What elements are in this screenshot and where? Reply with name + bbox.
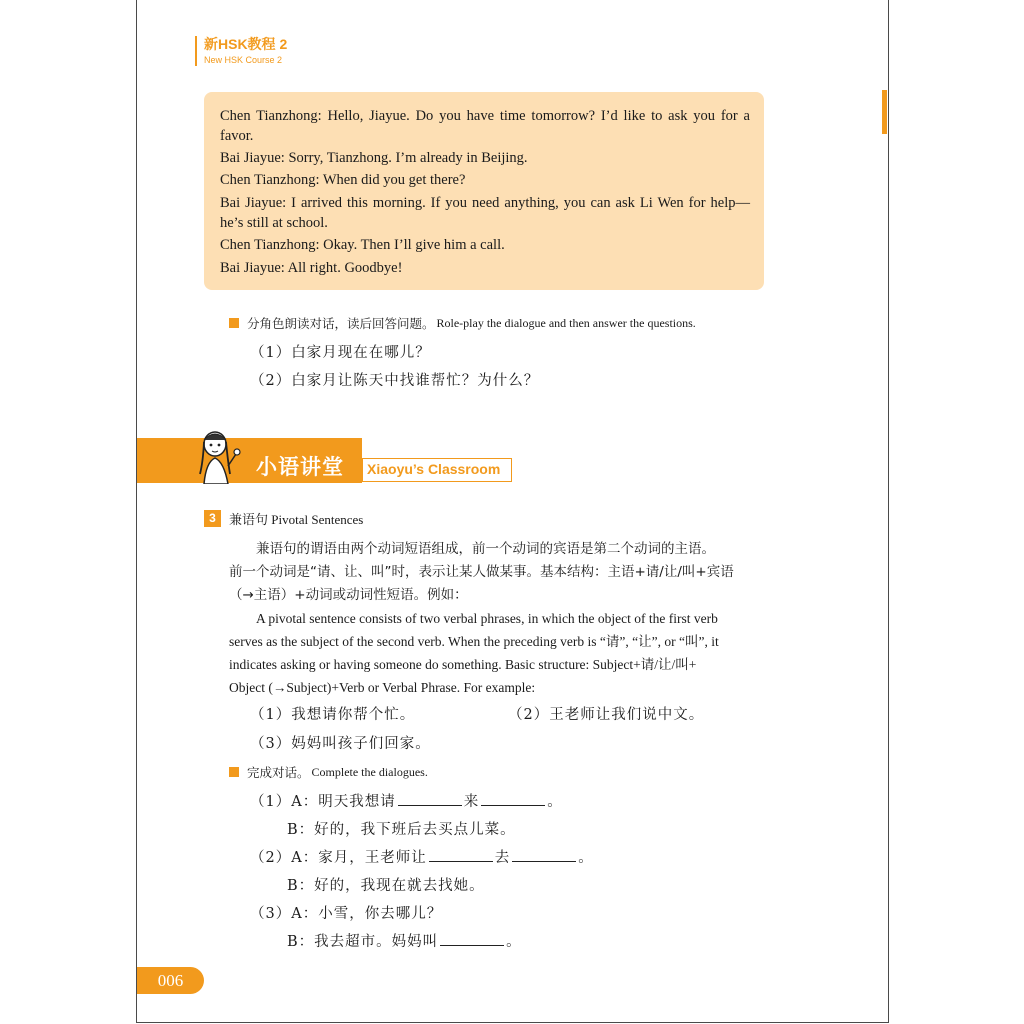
dialogue-exercise: （1）A：明天我想请 来 。 [250, 790, 563, 811]
dialogue-line: Bai Jiayue: All right. Goodbye! [220, 260, 403, 276]
section-number: 3 [204, 510, 221, 527]
dialogue-exercise: （3）A：小雪，你去哪儿？ [250, 906, 443, 922]
explanation-en: indicates asking or having someone do something. Basic structure: Subject+请/让/叫+ [229, 657, 697, 672]
explanation-cn: 兼语句的谓语由两个动词短语组成，前一个动词的宾语是第二个动词的主语。 [256, 541, 715, 557]
classroom-title: 小语讲堂 [256, 455, 344, 479]
dialogue-exercise: B：我去超市。妈妈叫 。 [287, 930, 522, 951]
answer-blank[interactable] [440, 931, 504, 946]
classroom-title-en: Xiaoyu’s Classroom [362, 458, 512, 482]
dialogue-line: Chen Tianzhong: Okay. Then I’ll give him a call. [220, 237, 505, 253]
explanation-cn: （→主语）+动词或动词性短语。例如： [229, 587, 468, 603]
dialogue-exercise: （2）A：家月，王老师让 去 。 [250, 846, 594, 867]
question: （1）白家月现在在哪儿？ [250, 345, 431, 361]
answer-blank[interactable] [481, 791, 545, 806]
dialogue-exercise: B：好的，我现在就去找她。 [287, 878, 485, 894]
header-bar [195, 36, 197, 66]
complete-instruction: 完成对话。 Complete the dialogues. [229, 763, 428, 781]
example-sentence: （1）我想请你帮个忙。 [250, 707, 416, 723]
book-subtitle: New HSK Course 2 [204, 55, 283, 65]
explanation-en: serves as the subject of the second verb. When the preceding verb is “请”, “让”, or “叫”, it [229, 634, 719, 649]
page-number: 006 [137, 967, 204, 994]
example-sentence: （2）王老师让我们说中文。 [508, 707, 705, 723]
dialogue-exercise: B：好的，我下班后去买点儿菜。 [287, 822, 516, 838]
answer-blank[interactable] [429, 847, 493, 862]
side-tab [882, 90, 887, 134]
example-sentence: （3）妈妈叫孩子们回家。 [250, 736, 431, 752]
explanation-en: A pivotal sentence consists of two verbal phrases, in which the object of the first verb [256, 611, 718, 626]
dialogue-line: Bai Jiayue: I arrived this morning. If you need anything, you can ask Li Wen for help—he’s still at school. [220, 195, 750, 231]
dialogue-line: Chen Tianzhong: Hello, Jiayue. Do you have time tomorrow? I’d like to ask you for a favor. [220, 108, 750, 144]
dialogue-line: Bai Jiayue: Sorry, Tianzhong. I’m already in Beijing. [220, 150, 528, 166]
square-bullet-icon [229, 318, 239, 328]
dialogue-line: Chen Tianzhong: When did you get there? [220, 172, 466, 188]
square-bullet-icon [229, 767, 239, 777]
roleplay-instruction: 分角色朗读对话，读后回答问题。 Role-play the dialogue and then answer the questions. [229, 314, 696, 332]
explanation-cn: 前一个动词是“请、让、叫”时，表示让某人做某事。基本结构：主语+请/让/叫+宾语 [229, 564, 734, 580]
book-title: 新HSK教程 2 [204, 36, 288, 52]
answer-blank[interactable] [398, 791, 462, 806]
answer-blank[interactable] [512, 847, 576, 862]
section-title: 兼语句 Pivotal Sentences [229, 512, 364, 528]
explanation-en: Object (→Subject)+Verb or Verbal Phrase. For example: [229, 680, 536, 695]
question: （2）白家月让陈天中找谁帮忙？为什么？ [250, 373, 540, 389]
xiaoyu-character-icon [190, 428, 248, 484]
